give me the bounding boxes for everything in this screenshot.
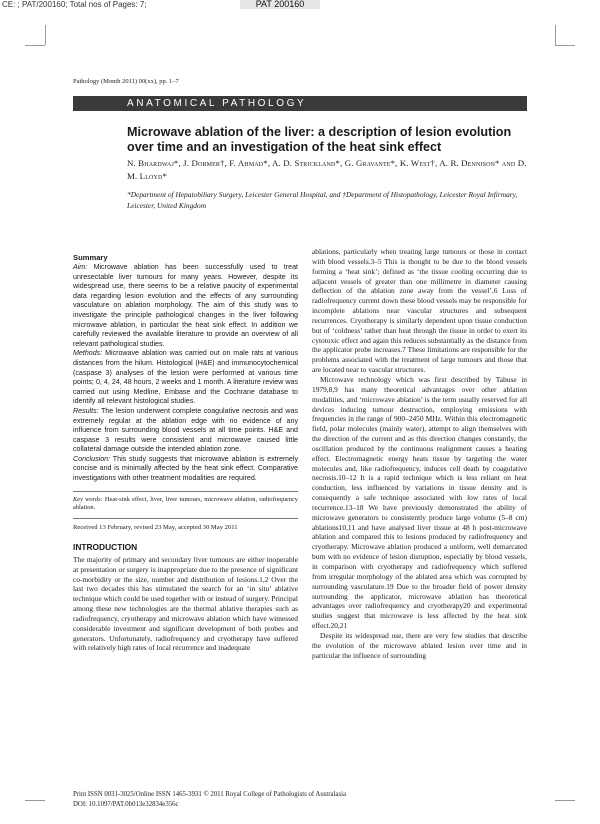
summary-heading: Summary <box>73 253 108 262</box>
introduction-heading: INTRODUCTION <box>73 541 138 552</box>
keywords-label: Key words: <box>73 495 103 503</box>
summary-aim-label: Aim: <box>73 263 88 271</box>
footer-doi: DOI: 10.1097/PAT.0b013e32834e356c <box>73 801 179 808</box>
left-column <box>73 253 298 653</box>
journal-citation-line: Pathology (Month 2011) 00(xx), pp. 1–7 <box>73 78 179 85</box>
crop-mark-top-left <box>25 45 45 46</box>
introduction-paragraph: The majority of primary and secondary liver tumours are either inoperable at presentation or surgery is inappropriate due to the presence of significant co-morbidity or the size, number and distribution of lesions.1,2 Over the last two decades this has stimulated the search for an ‘in situ’ ablative technique which could be used together with or instead of surgery. Principal among these new technologies are the thermal ablative therapies such as radiofrequency, cryotherapy and microwave ablation which have witnessed considerable investment and significant development of both probes and generators. Unfortunately, radiofrequency and cryotherapy have suffered with relatively high rates of local recurrence and inadequate <box>73 554 298 653</box>
summary-results-text: The lesion underwent complete coagulative necrosis and was extremely regular at the ablation edge with no evidence of any influence from surrounding blood vessels at all time points. H&E and caspase 3 results were consistent and microwave caused little collateral damage outside the intended ablation zone. <box>73 406 298 454</box>
summary-aim <box>73 263 298 349</box>
keywords-text: Heat-sink effect, liver, liver tumours, microwave ablation, radiofrequency ablation. <box>73 495 298 512</box>
crop-mark-top-right <box>555 45 575 46</box>
summary-methods-label: Methods: <box>73 349 103 358</box>
crop-mark-bottom-left <box>25 800 45 801</box>
article-title: Microwave ablation of the liver: a description of lesion evolution over time and an investigation of the heat sink effect <box>127 125 512 154</box>
summary-results-label: Results: <box>73 406 99 415</box>
right-paragraph-1: ablations, particularly when treating large tumours or those in contact with blood vessels.3–5 This is thought to be due to the blood vessels forming a ‘heat sink’; defined as ‘the tissue cooling occurring due to adjacent vessels of greater than one millimetre in diameter causing deflection of the ablation zone away from the vessel’.6 Loss of radiofrequency current down these blood vessels may be responsible for incomplete ablations near vascular structures and subsequent recurrences. Cryotherapy is similarly dependent upon tissue conduction but of ‘coldness’ rather than heat through the tissue in order to exert its cytotoxic effect and again this reduces substantially as the distance from the applicator probe increases.7 These limitations are responsible for the problems associated with the treatment of large tumours and those that are located near to vascular structures. <box>312 247 527 375</box>
keywords-block <box>73 491 298 513</box>
right-paragraph-3: Despite its widespread use, there are very few studies that describe the evolution of the microwave ablated lesion over time and in particular the influence of surrounding <box>312 630 527 660</box>
right-paragraph-2: Microwave technology which was first described by Tabuse in 1979,8,9 has many theoretical advantages over other ablation modalities, and ‘microwave ablation’ is the term usually reserved for all devices inducing tumour destruction, employing emissions with frequencies in the range of 900–2450 MHz. Within this electromagnetic field, polar molecules (mainly water), attempt to align themselves with the direction of the current and as this direction changes constantly, the oscillation produced by the continuous realignment causes a heating effect. Electromagnetic energy heats tissue by targeting the water molecules and, like radiofrequency, induces cell death by coagulative necrosis.10–12 It is a rapid technique which is less reliant on heat conduction, less influenced by variations in tissue density and is consequently a safe technique associated with low rates of local recurrence.13–18 We have previously demonstrated the ability of microwave generators to consistently produce large volume (5–8 cm) ablations10,11 and have analysed liver tissue at 48 h post-microwave ablation and compared this to lesions produced by radiofrequency and cryotherapy. Microwave ablation produced a uniform, well demarcated burn with no evidence of lesion disruption, especially by blood vessels, in comparison with cryotherapy and radiofrequency which suffered from irregular morphology of the ablated area which was corrupted by surrounding vasculature.19 Due to the broader field of power density surrounding the applicator, microwave ablation has theoretical advantages over radiofrequency and cryotherapy20 and experimental studies suggest that microwave is less affected by the heat sink effect.20,21 <box>312 374 527 631</box>
section-banner: ANATOMICAL PATHOLOGY <box>73 96 527 111</box>
crop-mark-top-right-v <box>555 25 556 45</box>
summary-results <box>73 407 298 455</box>
affiliations: *Department of Hepatobiliary Surgery, Leicester General Hospital, and †Department of Histopathology, Leicester Royal Infirmary, Leicester, United Kingdom <box>127 190 518 210</box>
proof-header-left: CE: ; PAT/200160; Total nos of Pages: 7; <box>2 0 147 9</box>
author-list: N. Bhardwaj*, J. Dormer†, F. Ahmad*, A. D. Strickland*, G. Gravante*, K. West†, A. R. Dennison* and D. M. Lloyd* <box>127 158 527 181</box>
summary-body <box>73 263 298 484</box>
summary-conclusion <box>73 455 298 484</box>
summary-conclusion-text: This study suggests that microwave ablation is extremely concise and is minimally affected by the heat sink effect. Comparative investigations with other treatment modalities are required. <box>73 454 298 483</box>
crop-mark-top-left-v <box>45 25 46 45</box>
proof-header-bar <box>0 0 600 9</box>
keywords <box>73 496 298 513</box>
received-dates: Received 13 February, revised 23 May, accepted 30 May 2011 <box>73 518 298 532</box>
summary-conclusion-label: Conclusion: <box>73 454 111 463</box>
proof-header-center: PAT 200160 <box>240 0 320 9</box>
crop-mark-bottom-right <box>555 800 575 801</box>
summary-aim-text: Microwave ablation has been successfully used to treat unresectable liver tumours for many years. However, despite its widespread use, there seems to be a relative paucity of experimental data regarding lesion evolution and the effects of any surrounding vasculature on ablation morphology. The aim of this study was to investigate the principle pathological changes in the liver following microwave ablation, in particular the heat sink effect. In addition we carefully reviewed the available literature to provide an overview of all relevant pathological studies. <box>73 263 298 348</box>
summary-methods-text: Microwave ablation was carried out on male rats at various distances from the hilum. Histological (H&E) and immunocytochemical (caspase 3) analyses of the lesion were performed at various time points; 0, 4, 24, 48 hours, 2 weeks and 1 month. A literature review was carried out using Medline, Embase and the Cochrane database to identify all relevant histological studies. <box>73 349 298 406</box>
summary-methods <box>73 349 298 407</box>
footer-issn: Print ISSN 0031-3025/Online ISSN 1465-3931 © 2011 Royal College of Pathologists of Australasia <box>73 791 347 798</box>
right-column <box>312 247 527 660</box>
